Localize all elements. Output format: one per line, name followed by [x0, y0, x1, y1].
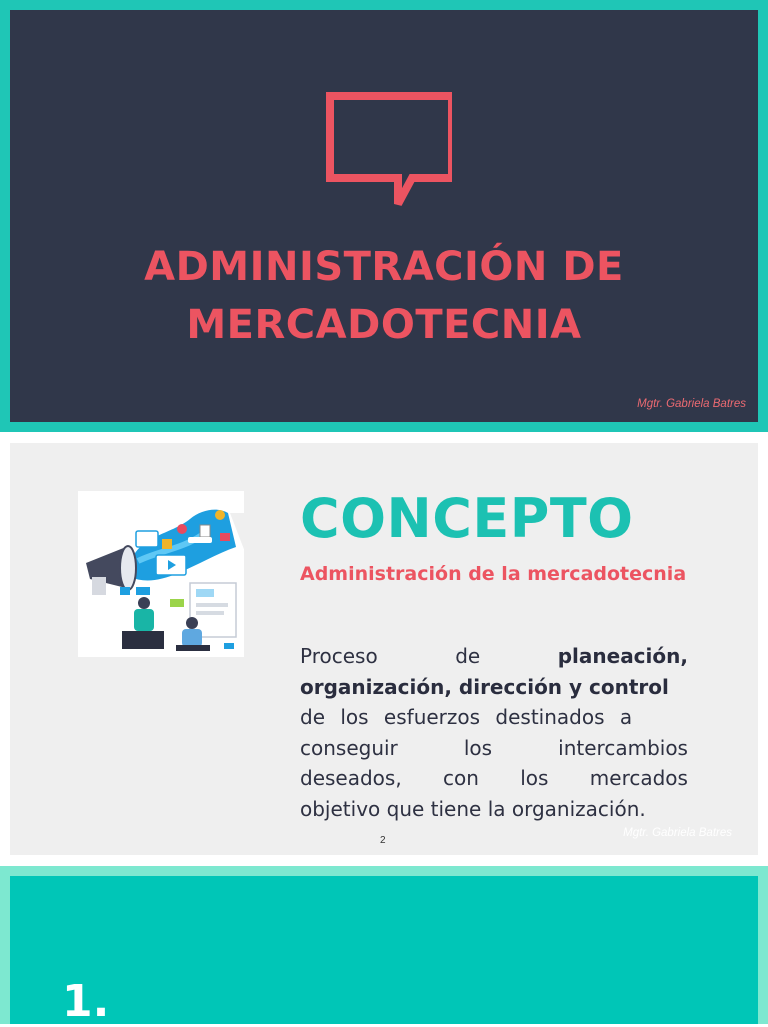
section-number: 1.	[62, 976, 110, 1027]
word: con	[443, 766, 479, 790]
paragraph-line	[300, 763, 688, 794]
section-slide	[0, 866, 768, 1027]
word: conseguir	[300, 735, 398, 760]
title-line-1: ADMINISTRACIÓN DE	[144, 244, 624, 290]
title-slide	[0, 0, 768, 432]
paragraph-line	[300, 794, 688, 825]
author-credit: Mgtr. Gabriela Batres	[623, 827, 732, 839]
speech-bubble-icon	[320, 92, 452, 224]
section-slide-body	[10, 876, 758, 1027]
definition-paragraph	[300, 641, 688, 824]
slide-subtitle: Administración de la mercadotecnia	[300, 563, 687, 585]
paragraph-line	[300, 641, 688, 672]
word: Proceso	[300, 644, 378, 668]
slide-heading: CONCEPTO	[300, 487, 634, 550]
word: intercambios	[558, 735, 688, 760]
paragraph-line	[300, 672, 688, 703]
presentation-title	[10, 238, 758, 354]
word: los	[463, 735, 493, 760]
word: deseados,	[300, 766, 402, 790]
author-credit: Mgtr. Gabriela Batres	[637, 398, 746, 410]
word: de	[455, 644, 481, 668]
bold-phrase: planeación,	[557, 644, 688, 668]
digital-marketing-illustration-icon	[78, 491, 244, 657]
paragraph-line	[300, 733, 688, 764]
line-text: de los esfuerzos destinados a	[300, 705, 633, 729]
title-slide-body	[10, 10, 758, 422]
word: los	[520, 766, 549, 790]
title-line-2: MERCADOTECNIA	[186, 302, 582, 348]
word: mercados	[589, 766, 688, 790]
concept-slide	[10, 443, 758, 855]
photo-frame	[78, 491, 244, 657]
paragraph-line	[300, 702, 688, 733]
page-number: 2	[380, 835, 386, 846]
bold-phrase: organización, dirección y control	[300, 674, 669, 699]
line-text: objetivo que tiene la organización.	[300, 796, 646, 821]
